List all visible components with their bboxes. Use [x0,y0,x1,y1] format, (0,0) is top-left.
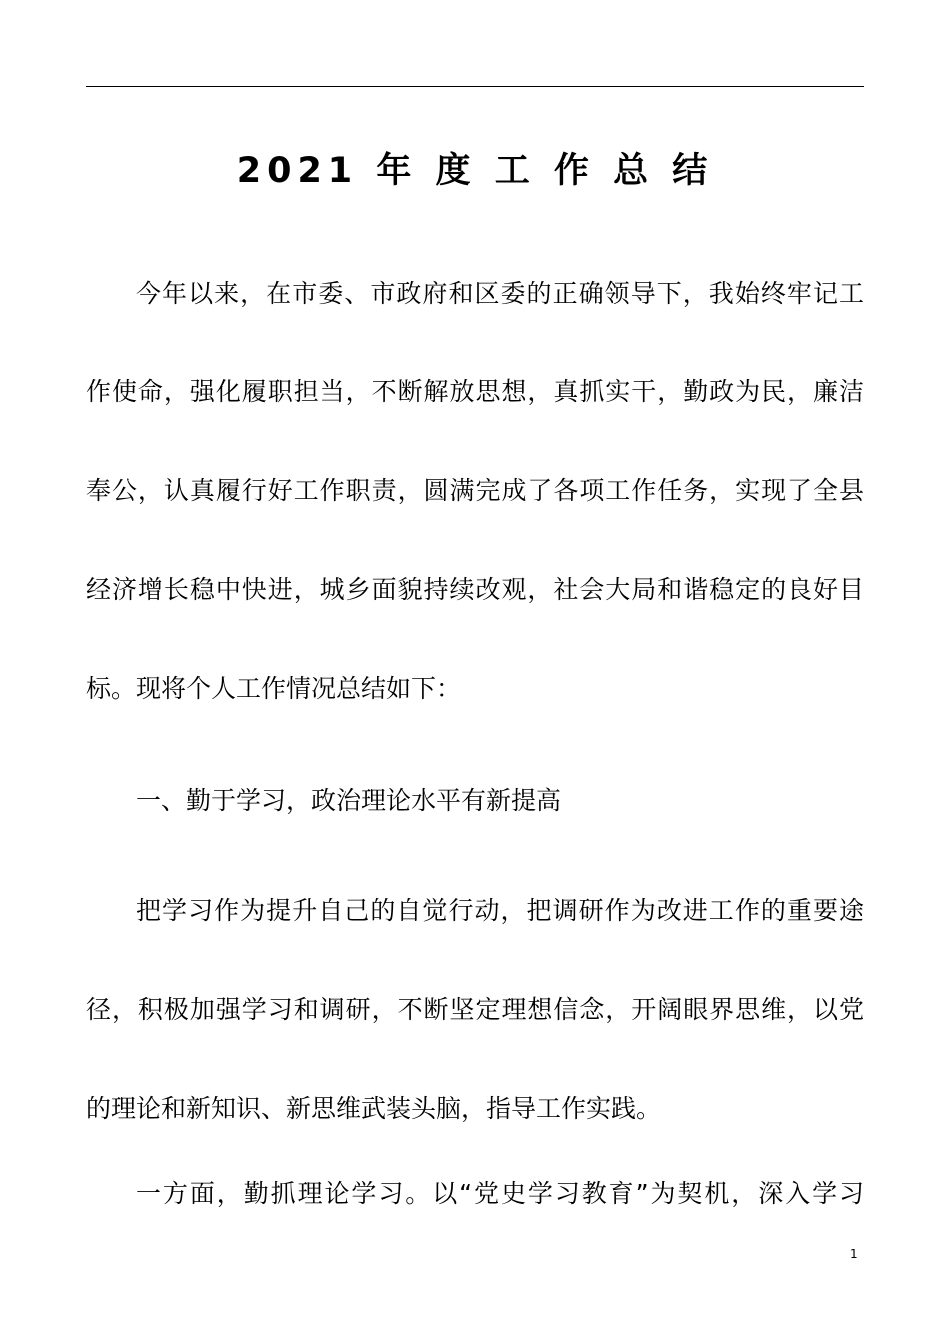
paragraph-line: 经济增长稳中快进，城乡面貌持续改观，社会大局和谐稳定的良好目 [86,575,864,604]
paragraph-line: 今年以来，在市委、市政府和区委的正确领导下，我始终牢记工 [136,279,864,308]
page-number: 1 [850,1247,858,1261]
paragraph-line: 标。现将个人工作情况总结如下： [86,674,462,703]
paragraph-line: 径，积极加强学习和调研，不断坚定理想信念，开阔眼界思维，以党 [86,995,864,1024]
paragraph-line: 一方面，勤抓理论学习。以“党史学习教育”为契机，深入学习 [136,1179,864,1208]
section-heading: 一、勤于学习，政治理论水平有新提高 [136,786,562,815]
paragraph-line: 的理论和新知识、新思维武装头脑，指导工作实践。 [86,1094,662,1123]
paragraph-line: 把学习作为提升自己的自觉行动，把调研作为改进工作的重要途 [136,896,864,925]
header-rule [86,86,864,87]
paragraph-line: 作使命，强化履职担当，不断解放思想，真抓实干，勤政为民，廉洁 [86,377,864,406]
document-title: 2021 年 度 工 作 总 结 [236,151,714,191]
paragraph-line: 奉公，认真履行好工作职责，圆满完成了各项工作任务，实现了全县 [86,476,864,505]
